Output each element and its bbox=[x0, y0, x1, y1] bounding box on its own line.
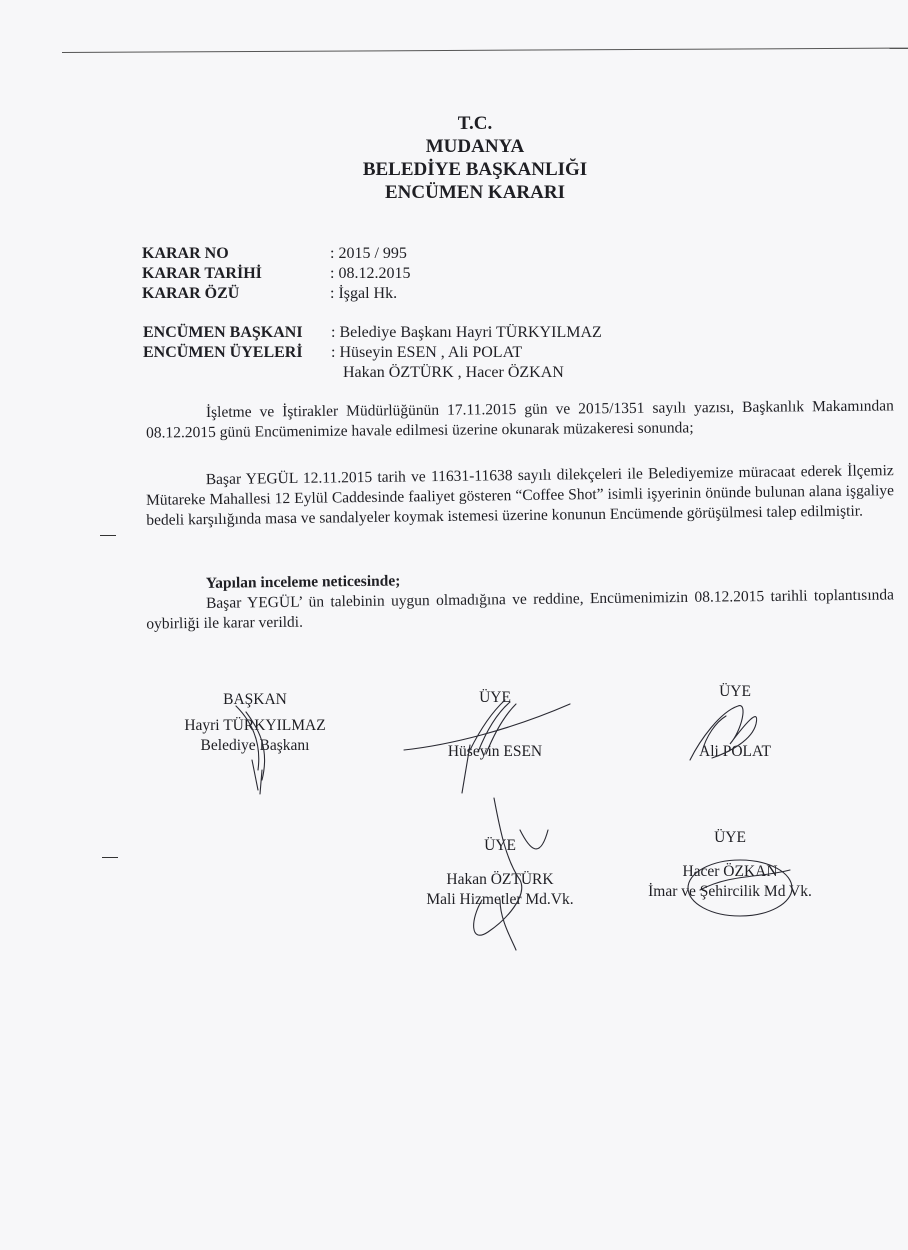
header-line-committee-decision: ENCÜMEN KARARI bbox=[385, 182, 565, 203]
signature-member-2-name: Ali POLAT bbox=[699, 743, 771, 760]
committee-members-row bbox=[143, 343, 602, 363]
committee-members-row-2 bbox=[143, 363, 602, 383]
decision-summary-label: KARAR ÖZÜ bbox=[142, 285, 240, 302]
committee-info bbox=[143, 323, 602, 383]
signature-member-3-title: ÜYE bbox=[484, 837, 516, 854]
decision-no-value: : 2015 / 995 bbox=[330, 245, 407, 262]
signature-member-3 bbox=[400, 836, 600, 910]
paragraph-request bbox=[146, 461, 895, 531]
decision-date-value: : 08.12.2015 bbox=[330, 265, 411, 282]
decision-date-label: KARAR TARİHİ bbox=[142, 265, 262, 282]
margin-mark bbox=[100, 535, 116, 536]
paragraph-result bbox=[146, 565, 895, 634]
paragraph-request-text: Başar YEGÜL 12.11.2015 tarih ve 11631-11638 sayılı dilekçeleri ile Belediyemize müracaat ederek İlçemiz Mütareke Mahallesi 12 Eylül Caddesinde faaliyet gösteren “Coffee Shot” isimli işyerinin önünde bulunan alana işgaliye bedeli karşılığında masa ve sandalyeler koymak istemesi üzerine konunun Encümende görüşülmesi talep edilmiştir. bbox=[145, 462, 895, 529]
top-rule bbox=[62, 48, 908, 53]
committee-chair-label: ENCÜMEN BAŞKANI bbox=[143, 324, 303, 341]
signature-member-2 bbox=[660, 682, 810, 762]
margin-mark bbox=[102, 857, 118, 858]
decision-summary-value: : İşgal Hk. bbox=[330, 285, 398, 302]
signature-member-4-name: Hacer ÖZKAN bbox=[682, 863, 778, 880]
signature-member-2-title: ÜYE bbox=[719, 683, 751, 700]
decision-summary-row bbox=[142, 284, 410, 304]
signature-member-1-title: ÜYE bbox=[479, 689, 511, 706]
signature-chair-title: BAŞKAN bbox=[223, 691, 287, 708]
signature-chair-name: Hayri TÜRKYILMAZ bbox=[184, 717, 326, 734]
header-line-municipality: BELEDİYE BAŞKANLIĞI bbox=[362, 159, 588, 180]
committee-members-label: ENCÜMEN ÜYELERİ bbox=[143, 344, 303, 361]
decision-info bbox=[142, 244, 410, 304]
paragraph-result-text: Başar YEGÜL’ ün talebinin uygun olmadığına ve reddine, Encümenimizin 08.12.2015 tarihli toplantısında oybirliği ile karar verildi. bbox=[146, 586, 895, 633]
signature-member-4-title: ÜYE bbox=[714, 829, 746, 846]
signature-member-1 bbox=[420, 688, 570, 762]
signature-member-4 bbox=[625, 828, 835, 902]
committee-members-value-1: : Hüseyin ESEN , Ali POLAT bbox=[331, 344, 523, 361]
header-line-mudanya: MUDANYA bbox=[425, 136, 525, 157]
signature-chair bbox=[160, 690, 350, 756]
decision-no-label: KARAR NO bbox=[142, 245, 229, 262]
committee-members-value-2: Hakan ÖZTÜRK , Hacer ÖZKAN bbox=[343, 364, 564, 381]
committee-chair-row bbox=[143, 323, 602, 343]
result-heading: Yapılan inceleme neticesinde; bbox=[205, 572, 401, 592]
signature-member-3-name: Hakan ÖZTÜRK bbox=[446, 871, 554, 888]
signature-member-1-name: Hüseyin ESEN bbox=[447, 743, 543, 760]
paragraph-referral-text: İşletme ve İştirakler Müdürlüğünün 17.11.2015 gün ve 2015/1351 sayılı yazısı, Başkanlık Makamından 08.12.2015 günü Encümenimize havale edilmesi üzerine okunarak müzakeresi sonunda; bbox=[146, 397, 894, 442]
header-line-tc: T.C. bbox=[457, 113, 493, 134]
signature-member-4-role: İmar ve Şehircilik Md Vk. bbox=[648, 883, 812, 900]
signature-chair-role: Belediye Başkanı bbox=[200, 737, 310, 754]
signature-member-3-role: Mali Hizmetler Md.Vk. bbox=[426, 891, 574, 908]
committee-chair-value: : Belediye Başkanı Hayri TÜRKYILMAZ bbox=[331, 324, 602, 341]
document-header bbox=[330, 112, 620, 204]
decision-date-row bbox=[142, 264, 410, 284]
decision-no-row bbox=[142, 244, 410, 264]
paragraph-referral bbox=[146, 396, 894, 443]
